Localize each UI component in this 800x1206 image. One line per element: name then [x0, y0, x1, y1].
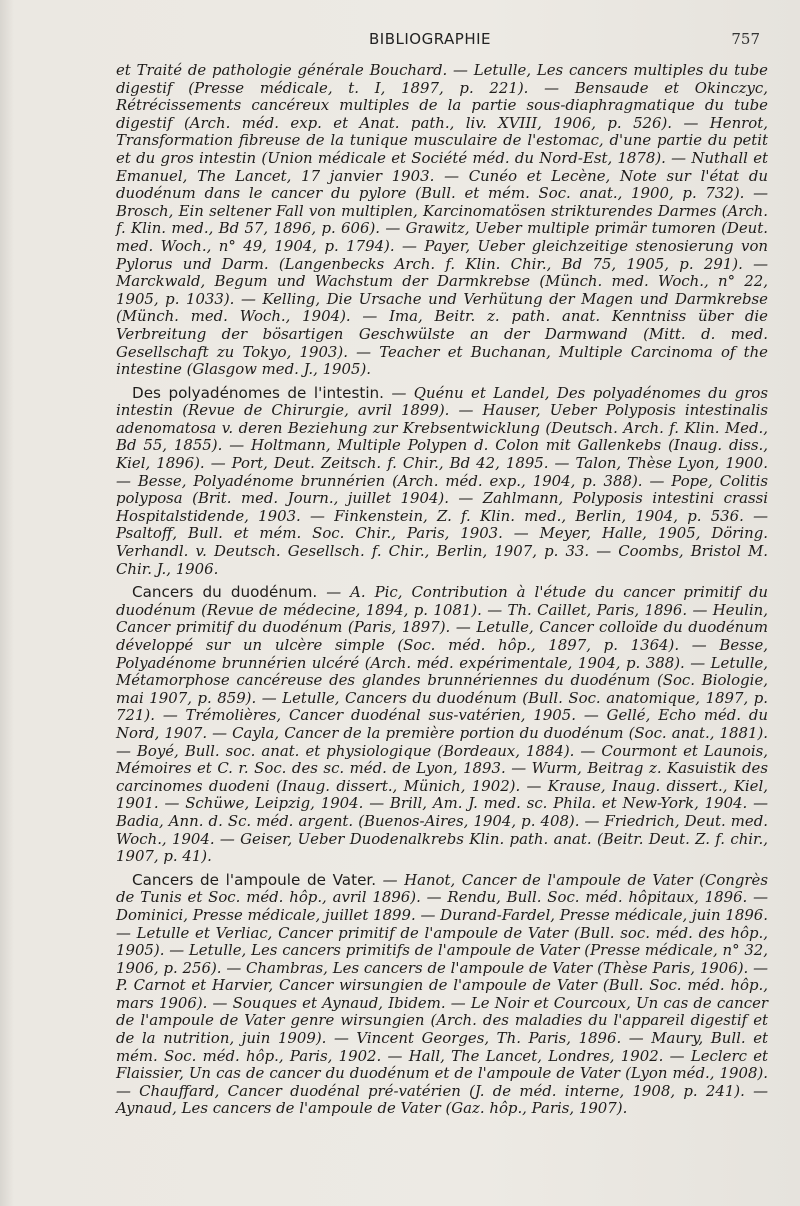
page-number: 757: [731, 30, 760, 48]
paragraph-text: et Traité de pathologie générale Bouchard. — Letulle, Les cancers multiples du tube digestif (Presse médicale, t. I, 1897, p. 221). — Bensaude et Okinczyc, Rétrécissements cancéreux multiples de la partie sous-diaphragmatique du tube digestif (Arch. méd. exp. et Anat. path., liv. XVIII, 1906, p. 526). — Henrot, Transformation fibreuse de la tunique musculaire de l'estomac, d'une partie du petit et du gros intestin (Union médicale et Société méd. du Nord-Est, 1878). — Nuthall et Emanuel, The Lancet, 17 janvier 1903. — Cunéo et Lecène, Note sur l'état du duodénum dans le cancer du pylore (Bull. et mém. Soc. anat., 1900, p. 732). — Brosch, Ein seltener Fall von multiplen, Karcinomatösen strikturendes Darmes (Arch. f. Klin. med., Bd 57, 1896, p. 606). — Grawitz, Ueber multiple primär tumoren (Deut. med. Woch., n° 49, 1904, p. 1794). — Payer, Ueber gleichzeitige stenosierung von Pylorus und Darm. (Langenbecks Arch. f. Klin. Chir., Bd 75, 1905, p. 291). — Marckwald, Begum und Wachstum der Darmkrebse (Münch. med. Woch., n° 22, 1905, p. 1033). — Kelling, Die Ursache und Verhütung der Magen und Darmkrebse (Münch. med. Woch., 1904). — Ima, Beitr. z. path. anat. Kenntniss über die Verbreitung der bösartigen Geschwülste an der Darmwand (Mitt. d. med. Gesellschaft zu Tokyo, 1903). — Teacher et Buchanan, Multiple Carcinoma of the intestine (Glasgow med. J., 1905).: [116, 61, 768, 379]
section-heading: Cancers du duodénum.: [132, 583, 318, 602]
running-head: [100, 30, 760, 54]
bibliography-body: [116, 62, 768, 1124]
section-heading: Des polyadénomes de l'intestin.: [132, 383, 385, 402]
bibliography-section-duodenum: [116, 584, 768, 866]
running-title: BIBLIOGRAPHIE: [368, 30, 492, 48]
section-heading: Cancers de l'ampoule de Vater.: [132, 870, 377, 889]
section-text: — A. Pic, Contribution à l'étude du cancer primitif du duodénum (Revue de médecine, 1894, p. 1081). — Th. Caillet, Paris, 1896. — Heulin, Cancer primitif du duodénum (Paris, 1897). — Letulle, Cancer colloïde du duodénum développé sur un ulcère simple (Soc. méd. hôp., 1897, p. 1364). — Besse, Polyadénome brunnérien ulcéré (Arch. méd. expérimentale, 1904, p. 388). — Letulle, Métamorphose cancéreuse des glandes brunnériennes du duodénum (Soc. Biologie, mai 1907, p. 859). — Letulle, Cancers du duodénum (Bull. Soc. anatomique, 1897, p. 721). — Trémolières, Cancer duodénal sus-vatérien, 1905. — Gellé, Echo méd. du Nord, 1907. — Cayla, Cancer de la première portion du duodénum (Soc. anat., 1881). — Boyé, Bull. soc. anat. et physiologique (Bordeaux, 1884). — Courmont et Launois, Mémoires et C. r. Soc. des sc. méd. de Lyon, 1893. — Wurm, Beitrag z. Kasuistik des carcinomes duodeni (Inaug. dissert., Münich, 1902). — Krause, Inaug. dissert., Kiel, 1901. — Schüwe, Leipzig, 1904. — Brill, Am. J. med. sc. Phila. et New-York, 1904. — Badia, Ann. d. Sc. méd. argent. (Buenos-Aires, 1904, p. 408). — Friedrich, Deut. med. Woch., 1904. — Geiser, Ueber Duodenalkrebs Klin. path. anat. (Beitr. Deut. Z. f. chir., 1907, p. 41).: [116, 583, 768, 866]
bibliography-paragraph: [116, 62, 768, 379]
section-text: — Hanot, Cancer de l'ampoule de Vater (Congrès de Tunis et Soc. méd. hôp., avril 1896). — Rendu, Bull. Soc. méd. hôpitaux, 1896. — Dominici, Presse médicale, juillet 1899. — Durand-Fardel, Presse médicale, juin 1896. — Letulle et Verliac, Cancer primitif de l'ampoule de Vater (Bull. soc. méd. des hôp., 1905). — Letulle, Les cancers primitifs de l'ampoule de Vater (Presse médicale, n° 32, 1906, p. 256). — Chambras, Les cancers de l'ampoule de Vater (Thèse Paris, 1906). — P. Carnot et Harvier, Cancer wirsungien de l'ampoule de Vater (Bull. Soc. méd. hôp., mars 1906). — Souques et Aynaud, Ibidem. — Le Noir et Courcoux, Un cas de cancer de l'ampoule de Vater genre wirsungien (Arch. des maladies du l'appareil digestif et de la nutrition, juin 1909). — Vincent Georges, Th. Paris, 1896. — Maury, Bull. et mém. Soc. méd. hôp., Paris, 1902. — Hall, The Lancet, Londres, 1902. — Leclerc et Flaissier, Un cas de cancer du duodénum et de l'ampoule de Vater (Lyon méd., 1908). — Chauffard, Cancer duodénal pré-vatérien (J. de méd. interne, 1908, p. 241). — Aynaud, Les cancers de l'ampoule de Vater (Gaz. hôp., Paris, 1907).: [116, 870, 768, 1118]
bibliography-section-vater: [116, 872, 768, 1118]
section-text: — Quénu et Landel, Des polyadénomes du gros intestin (Revue de Chirurgie, avril 1899). — Hauser, Ueber Polyposis intestinalis adenomatosa v. deren Beziehung zur Krebsentwicklung (Deutsch. Arch. f. Klin. Med., Bd 55, 1855). — Holtmann, Multiple Polypen d. Colon mit Gallenkebs (Inaug. diss., Kiel, 1896). — Port, Deut. Zeitsch. f. Chir., Bd 42, 1895. — Talon, Thèse Lyon, 1900. — Besse, Polyadénome brunnérien (Arch. méd. exp., 1904, p. 388). — Pope, Colitis polyposa (Brit. med. Journ., juillet 1904). — Zahlmann, Polyposis intestini crassi Hospitalstidende, 1903. — Finkenstein, Z. f. Klin. med., Berlin, 1904, p. 536. — Psaltoff, Bull. et mém. Soc. Chir., Paris, 1903. — Meyer, Halle, 1905, Döring. Verhandl. v. Deutsch. Gesellsch. f. Chir., Berlin, 1907, p. 33. — Coombs, Bristol M. Chir. J., 1906.: [116, 383, 768, 578]
bibliography-section-polyadenomes: [116, 385, 768, 579]
